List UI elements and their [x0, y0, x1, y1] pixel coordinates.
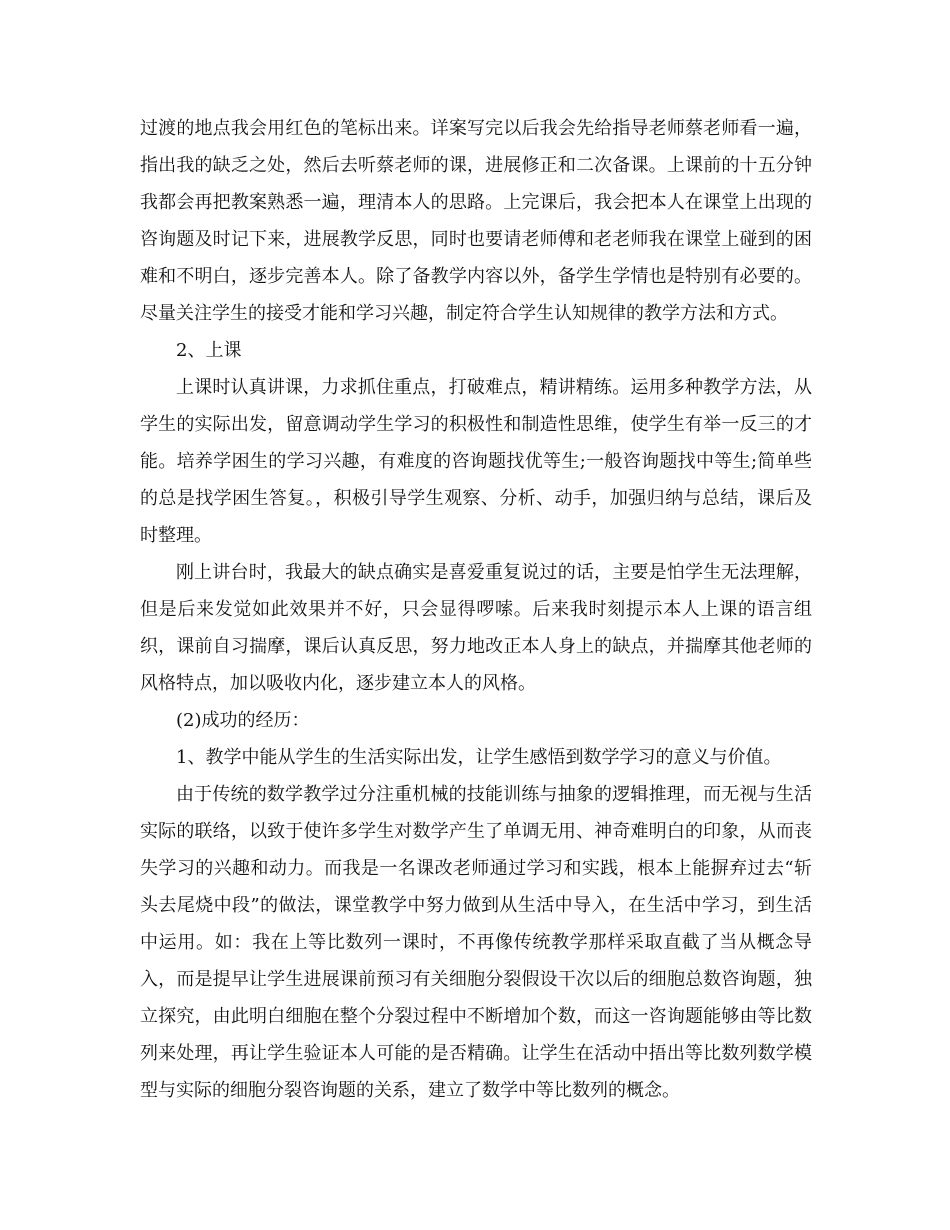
document-body [140, 110, 812, 1109]
section-heading-success: (2)成功的经历： [176, 710, 310, 731]
paragraph-lesson-prep: 过渡的地点我会用红色的笔标出来。详案写完以后我会先给指导老师蔡老师看一遍，指出我的缺乏之处，然后去听蔡老师的课，进展修正和二次备课。上课前的十五分钟我都会再把教案熟悉一遍，理清本人的思路。上完课后，我会把本人在课堂上出现的咨询题及时记下来，进展教学反思，同时也要请老师傅和老老师我在课堂上碰到的困难和不明白，逐步完善本人。除了备教学内容以外，备学生学情也是特别有必要的。尽量关注学生的接受才能和学习兴趣，制定符合学生认知规律的教学方法和方式。 [140, 118, 812, 324]
section-heading-class: 2、上课 [176, 340, 242, 361]
paragraph-class-teaching: 上课时认真讲课，力求抓住重点，打破难点，精讲精练。运用多种教学方法，从学生的实际出发，留意调动学生学习的积极性和制造性思维，使学生有举一反三的才能。培养学困生的学习兴趣，有难度的咨询题找优等生;一般咨询题找中等生;简单些的总是找学困生答复。，积极引导学生观察、分析、动手，加强归纳与总结，课后及时整理。 [140, 377, 812, 546]
paragraph-traditional-teaching: 由于传统的数学教学过分注重机械的技能训练与抽象的逻辑推理，而无视与生活实际的联络，以致于使许多学生对数学产生了单调无用、神奇难明白的印象，从而丧失学习的兴趣和动力。而我是一名课改老师通过学习和实践，根本上能摒弃过去“斩头去尾烧中段”的做法，课堂教学中努力做到从生活中导入，在生活中学习，到生活中运用。如：我在上等比数列一课时，不再像传统教学那样采取直截了当从概念导入，而是提早让学生进展课前预习有关细胞分裂假设干次以后的细胞总数咨询题，独立探究，由此明白细胞在整个分裂过程中不断增加个数，而这一咨询题能够由等比数列来处理，再让学生验证本人可能的是否精确。让学生在活动中捂出等比数列数学模型与实际的细胞分裂咨询题的关系，建立了数学中等比数列的概念。 [140, 784, 812, 1101]
paragraph-self-reflection: 刚上讲台时，我最大的缺点确实是喜爱重复说过的话，主要是怕学生无法理解，但是后来发觉如此效果并不好，只会显得啰嗦。后来我时刻提示本人上课的语言组织，课前自习揣摩，课后认真反思，努力地改正本人身上的缺点，并揣摩其他老师的风格特点，加以吸收内化，逐步建立本人的风格。 [140, 562, 812, 694]
paragraph-success-point-1: 1、教学中能从学生的生活实际出发，让学生感悟到数学学习的意义与价值。 [176, 747, 782, 768]
